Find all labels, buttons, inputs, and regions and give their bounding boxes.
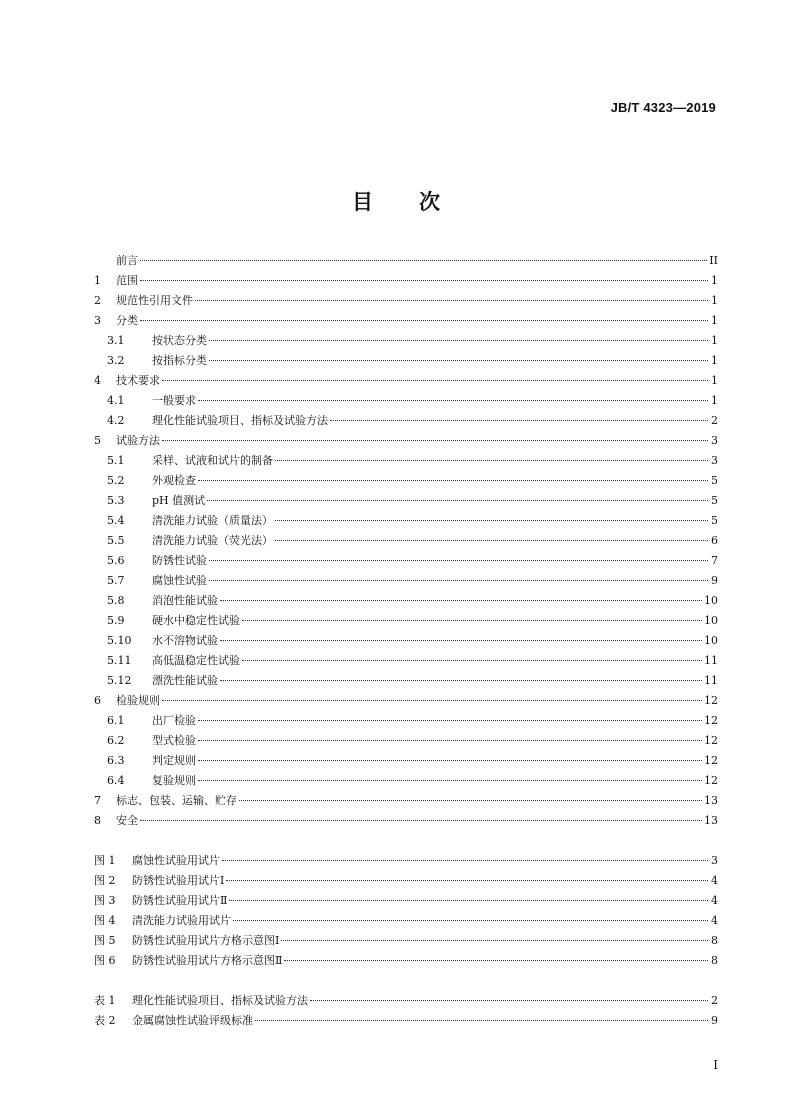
toc-entry-page: 7	[711, 554, 718, 567]
toc-entry-title: pH 值测试	[152, 494, 206, 507]
dot-leader	[209, 580, 708, 581]
toc-entry-title: 清洗能力试验（荧光法）	[152, 534, 273, 547]
toc-entry-title: 腐蚀性试验	[152, 574, 207, 587]
toc-entry-page: 10	[704, 594, 718, 607]
toc-entry-page: 10	[704, 634, 718, 647]
toc-entry-title: 安全	[116, 814, 138, 827]
page-title	[0, 186, 792, 216]
toc-entry[interactable]	[94, 672, 718, 690]
dot-leader	[220, 640, 702, 641]
dot-leader	[275, 520, 708, 521]
dot-leader	[281, 940, 708, 941]
toc-entry-page: 5	[711, 494, 718, 507]
dot-leader	[207, 500, 708, 501]
figure-entry[interactable]	[94, 932, 718, 950]
dot-leader	[198, 780, 702, 781]
toc-entry-number: 3.2	[107, 354, 125, 367]
toc-entry-number: 5.9	[107, 614, 125, 627]
figure-entry-title: 防锈性试验用试片方格示意图Ⅱ	[132, 954, 283, 967]
toc-entry[interactable]	[94, 752, 718, 770]
figure-entry-number: 图 2	[94, 874, 116, 887]
table-entry-number: 表 2	[94, 1014, 116, 1027]
toc-entry[interactable]	[94, 592, 718, 610]
toc-entry[interactable]	[94, 372, 718, 390]
dot-leader	[255, 1020, 708, 1021]
toc-entry[interactable]	[94, 432, 718, 450]
figure-entry-page: 4	[711, 874, 718, 887]
toc-entry-number: 1	[94, 274, 101, 287]
dot-leader	[162, 700, 702, 701]
figure-entry-page: 8	[711, 934, 718, 947]
toc-entry-page: II	[709, 254, 718, 267]
dot-leader	[233, 920, 708, 921]
dot-leader	[162, 440, 708, 441]
toc-entry[interactable]	[94, 692, 718, 710]
toc-entry-title: 型式检验	[152, 734, 196, 747]
toc-entry-title: 消泡性能试验	[152, 594, 218, 607]
figure-entry-page: 8	[711, 954, 718, 967]
toc-entry[interactable]	[94, 392, 718, 410]
toc-entry[interactable]	[94, 572, 718, 590]
toc-entry[interactable]	[94, 632, 718, 650]
dot-leader	[209, 560, 708, 561]
toc-entry-page: 5	[711, 514, 718, 527]
toc-entry-number: 4	[94, 374, 101, 387]
toc-entry[interactable]	[94, 352, 718, 370]
title-char-2: 次	[419, 190, 440, 214]
table-entry-title: 理化性能试验项目、指标及试验方法	[132, 994, 308, 1007]
toc-entry-title: 理化性能试验项目、指标及试验方法	[152, 414, 328, 427]
dot-leader	[140, 280, 708, 281]
toc-entry-number: 6.2	[107, 734, 125, 747]
table-entry[interactable]	[94, 1012, 718, 1030]
figure-entry[interactable]	[94, 872, 718, 890]
title-char-1: 目	[352, 190, 373, 214]
toc-entry-page: 1	[711, 334, 718, 347]
dot-leader	[198, 720, 702, 721]
toc-entry-number: 5.12	[107, 674, 132, 687]
toc-entry-page: 3	[711, 434, 718, 447]
toc-entry-number: 6.4	[107, 774, 125, 787]
toc-entry-page: 6	[711, 534, 718, 547]
figure-entry[interactable]	[94, 892, 718, 910]
toc-entry-number: 5.7	[107, 574, 125, 587]
figure-entry-page: 3	[711, 854, 718, 867]
toc-entry-title: 清洗能力试验（质量法）	[152, 514, 273, 527]
toc-entry-page: 1	[711, 374, 718, 387]
figure-entry-title: 防锈性试验用试片Ⅱ	[132, 894, 228, 907]
figure-entry-page: 4	[711, 914, 718, 927]
toc-entry-title: 规范性引用文件	[116, 294, 193, 307]
toc-entry-title: 前言	[116, 254, 138, 267]
toc-entry-number: 5.8	[107, 594, 125, 607]
toc-entry-page: 1	[711, 294, 718, 307]
toc-entry-page: 13	[704, 794, 718, 807]
dot-leader	[198, 740, 702, 741]
toc-entry[interactable]	[94, 472, 718, 490]
toc-entry[interactable]	[94, 292, 718, 310]
toc-entry-number: 5	[94, 434, 101, 447]
toc-entry-number: 4.1	[107, 394, 125, 407]
figure-entry-number: 图 3	[94, 894, 116, 907]
dot-leader	[162, 380, 708, 381]
toc-entry-title: 出厂检验	[152, 714, 196, 727]
toc-entry[interactable]	[94, 812, 718, 830]
dot-leader	[220, 600, 702, 601]
toc-entry[interactable]	[94, 792, 718, 810]
toc-entry-page: 12	[704, 714, 718, 727]
toc-entry-page: 12	[704, 774, 718, 787]
toc-entry[interactable]	[94, 552, 718, 570]
toc-entry-number: 6.3	[107, 754, 125, 767]
figure-entry-number: 图 4	[94, 914, 116, 927]
toc-entry[interactable]	[94, 492, 718, 510]
figure-entry[interactable]	[94, 912, 718, 930]
toc-entry-page: 11	[704, 654, 718, 667]
toc-entry-page: 11	[704, 674, 718, 687]
toc-entry-number: 8	[94, 814, 101, 827]
toc-entry[interactable]	[94, 452, 718, 470]
toc-entry-title: 复验规则	[152, 774, 196, 787]
toc-entry[interactable]	[94, 732, 718, 750]
toc-entry-title: 按指标分类	[152, 354, 207, 367]
toc-entry-page: 2	[711, 414, 718, 427]
toc-entry-title: 技术要求	[116, 374, 160, 387]
figure-entry-title: 腐蚀性试验用试片	[132, 854, 220, 867]
dot-leader	[140, 820, 702, 821]
dot-leader	[310, 1000, 708, 1001]
toc-entry-number: 5.5	[107, 534, 125, 547]
toc-entry[interactable]	[94, 772, 718, 790]
toc-entry[interactable]	[94, 532, 718, 550]
toc-entry-number: 5.11	[107, 654, 132, 667]
toc-entry-number: 5.6	[107, 554, 125, 567]
toc-entry[interactable]	[94, 612, 718, 630]
toc-entry-title: 硬水中稳定性试验	[152, 614, 240, 627]
table-entry-number: 表 1	[94, 994, 116, 1007]
toc-entry-page: 12	[704, 734, 718, 747]
toc-entry-title: 范围	[116, 274, 138, 287]
toc-entry-title: 漂洗性能试验	[152, 674, 218, 687]
toc-entry-number: 7	[94, 794, 101, 807]
dot-leader	[209, 360, 708, 361]
toc-entry-number: 6.1	[107, 714, 125, 727]
toc-entry-title: 一般要求	[152, 394, 196, 407]
figure-entry-title: 防锈性试验用试片方格示意图Ⅰ	[132, 934, 280, 947]
dot-leader	[140, 260, 707, 261]
dot-leader	[275, 540, 708, 541]
toc-entry-title: 外观检查	[152, 474, 196, 487]
figure-entry-page: 4	[711, 894, 718, 907]
toc-entry-number: 5.4	[107, 514, 125, 527]
toc-entry-number: 5.10	[107, 634, 132, 647]
figure-entry[interactable]	[94, 852, 718, 870]
toc-entry-title: 采样、试液和试片的制备	[152, 454, 273, 467]
toc-entry-title: 标志、包装、运输、贮存	[116, 794, 237, 807]
toc-entry-page: 1	[711, 314, 718, 327]
toc-entry-page: 1	[711, 354, 718, 367]
table-entry-page: 2	[711, 994, 718, 1007]
dot-leader	[242, 620, 702, 621]
figure-entry-number: 图 1	[94, 854, 116, 867]
toc-entry[interactable]	[94, 652, 718, 670]
toc-entry-title: 高低温稳定性试验	[152, 654, 240, 667]
figure-entry-number: 图 6	[94, 954, 116, 967]
toc-entry-page: 9	[711, 574, 718, 587]
toc-entry-page: 5	[711, 474, 718, 487]
toc-entry-title: 按状态分类	[152, 334, 207, 347]
toc-entry-number: 3.1	[107, 334, 125, 347]
dot-leader	[220, 680, 702, 681]
dot-leader	[198, 480, 708, 481]
dot-leader	[222, 860, 708, 861]
figure-entry-number: 图 5	[94, 934, 116, 947]
dot-leader	[239, 800, 702, 801]
dot-leader	[330, 420, 708, 421]
toc-entry[interactable]	[94, 412, 718, 430]
toc-entry[interactable]	[94, 332, 718, 350]
dot-leader	[242, 660, 702, 661]
toc-entry-page: 12	[704, 694, 718, 707]
toc-entry-title: 判定规则	[152, 754, 196, 767]
dot-leader	[226, 880, 708, 881]
toc-entry-title: 检验规则	[116, 694, 160, 707]
toc-entry-number: 5.1	[107, 454, 125, 467]
toc-entry-number: 2	[94, 294, 101, 307]
toc-entry-number: 4.2	[107, 414, 125, 427]
toc-entry-page: 1	[711, 394, 718, 407]
dot-leader	[140, 320, 708, 321]
dot-leader	[284, 960, 708, 961]
toc-entry-page: 1	[711, 274, 718, 287]
toc-entry-title: 分类	[116, 314, 138, 327]
table-entry-title: 金属腐蚀性试验评级标准	[132, 1014, 253, 1027]
toc-entry[interactable]	[94, 272, 718, 290]
toc-entry-number: 6	[94, 694, 101, 707]
figure-entry-title: 防锈性试验用试片Ⅰ	[132, 874, 225, 887]
toc-entry-page: 3	[711, 454, 718, 467]
figure-entry-title: 清洗能力试验用试片	[132, 914, 231, 927]
toc-entry-number: 3	[94, 314, 101, 327]
figure-entry[interactable]	[94, 952, 718, 970]
toc-entry-page: 13	[704, 814, 718, 827]
table-entry[interactable]	[94, 992, 718, 1010]
toc-entry[interactable]	[94, 252, 718, 270]
page-number: I	[713, 1058, 718, 1072]
toc-entry[interactable]	[94, 312, 718, 330]
table-entry-page: 9	[711, 1014, 718, 1027]
standard-number: JB/T 4323—2019	[610, 100, 716, 115]
toc-entry-number: 5.2	[107, 474, 125, 487]
toc-entry-page: 12	[704, 754, 718, 767]
dot-leader	[198, 760, 702, 761]
toc-entry[interactable]	[94, 712, 718, 730]
toc-entry-number: 5.3	[107, 494, 125, 507]
toc-entry-title: 防锈性试验	[152, 554, 207, 567]
dot-leader	[229, 900, 708, 901]
dot-leader	[195, 300, 708, 301]
toc-entry-page: 10	[704, 614, 718, 627]
toc-entry-title: 水不溶物试验	[152, 634, 218, 647]
toc-entry-title: 试验方法	[116, 434, 160, 447]
dot-leader	[275, 460, 708, 461]
toc-entry[interactable]	[94, 512, 718, 530]
dot-leader	[198, 400, 708, 401]
dot-leader	[209, 340, 708, 341]
